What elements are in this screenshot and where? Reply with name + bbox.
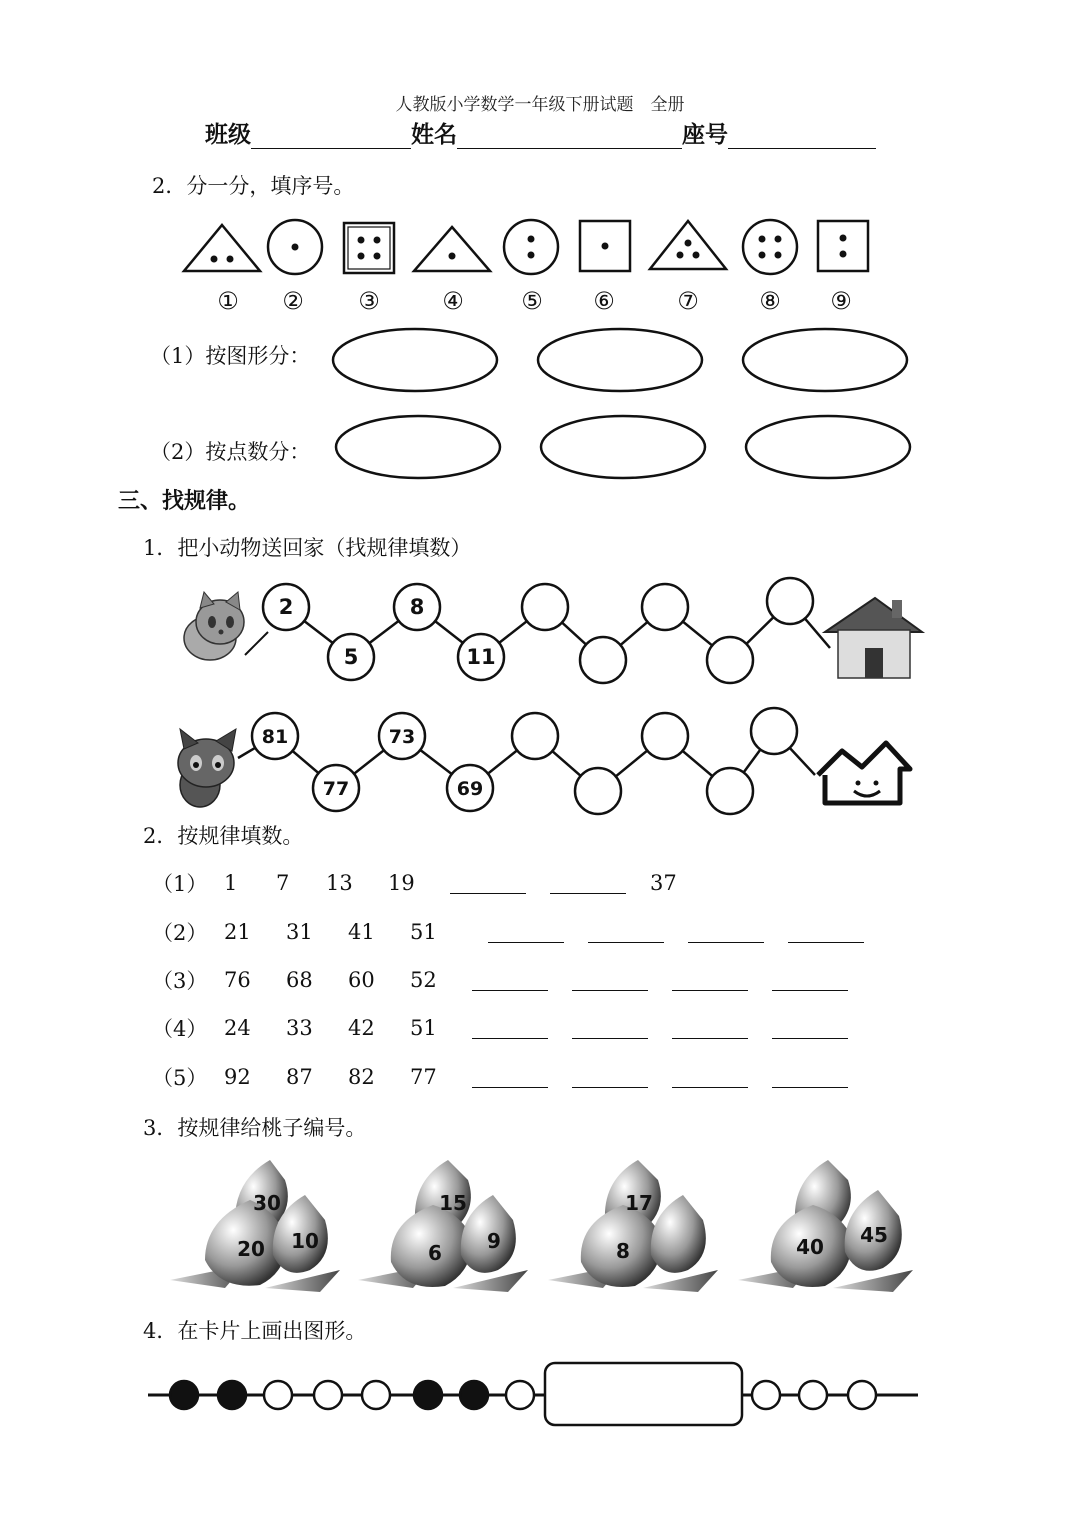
answer-blank[interactable] — [572, 970, 648, 991]
shape-6-square — [580, 221, 630, 271]
shape-num-3: ③ — [358, 287, 380, 315]
shape-5-circle — [504, 220, 558, 274]
by-dots-label: （2）按点数分： — [150, 440, 311, 464]
answer-blank[interactable] — [472, 1018, 548, 1039]
bead-empty — [848, 1381, 876, 1409]
peach-group-1 — [170, 1160, 340, 1292]
peach-label: 17 — [625, 1191, 653, 1215]
fill-row-4 — [152, 1013, 872, 1043]
row-number: 52 — [410, 968, 437, 992]
row-label: （3） — [152, 969, 208, 993]
row-number: 82 — [348, 1065, 375, 1089]
answer-blank[interactable] — [672, 1067, 748, 1088]
shape-1-triangle — [184, 225, 260, 271]
zigzag-row-1 — [170, 570, 930, 695]
answer-blank[interactable] — [588, 922, 664, 943]
peach-label: 45 — [860, 1223, 888, 1247]
drawing-card[interactable] — [545, 1363, 742, 1425]
shape-num-9: ⑨ — [830, 287, 852, 315]
answer-blank[interactable] — [772, 1018, 848, 1039]
answer-blank[interactable] — [572, 1067, 648, 1088]
page-header: 人教版小学数学一年级下册试题 全册 — [395, 95, 685, 115]
zigzag-1-num-1: 2 — [278, 595, 294, 619]
row-end-number: 37 — [650, 871, 677, 895]
q2-title: 2．分一分，填序号。 — [152, 174, 355, 198]
class-label: 班级 — [205, 122, 251, 148]
bead-filled — [170, 1381, 198, 1409]
blank-circle[interactable] — [580, 637, 626, 683]
q3-3-title: 3．按规律给桃子编号。 — [143, 1116, 367, 1140]
shape-num-7: ⑦ — [677, 287, 699, 315]
shape-9-square — [818, 221, 868, 271]
zigzag-2-num-1: 81 — [261, 726, 289, 748]
answer-blank[interactable] — [772, 1067, 848, 1088]
answer-blank[interactable] — [572, 1018, 648, 1039]
row-number: 68 — [286, 968, 313, 992]
blank-circle[interactable] — [767, 578, 813, 624]
class-field[interactable] — [251, 120, 411, 149]
blank-circle[interactable] — [642, 713, 688, 759]
row-number: 24 — [224, 1016, 251, 1040]
shape-num-2: ② — [282, 287, 304, 315]
peach-label: 20 — [237, 1237, 265, 1261]
seat-field[interactable] — [728, 120, 876, 149]
answer-oval-shape-3[interactable] — [743, 329, 907, 391]
blank-circle[interactable] — [575, 768, 621, 814]
answer-blank[interactable] — [472, 1067, 548, 1088]
answer-blank[interactable] — [788, 922, 864, 943]
row-number: 13 — [326, 871, 353, 895]
row-number: 19 — [388, 871, 415, 895]
blank-circle[interactable] — [512, 713, 558, 759]
peaches-row — [165, 1150, 925, 1300]
answer-oval-shape-2[interactable] — [538, 329, 702, 391]
shape-num-5: ⑤ — [521, 287, 543, 315]
bead-empty — [264, 1381, 292, 1409]
row-label: （5） — [152, 1066, 208, 1090]
blank-circle[interactable] — [707, 637, 753, 683]
zigzag-1-num-2: 5 — [343, 645, 359, 669]
bead-empty — [314, 1381, 342, 1409]
q3-2-title: 2．按规律填数。 — [143, 824, 304, 848]
bead-empty — [506, 1381, 534, 1409]
shape-num-1: ① — [217, 287, 239, 315]
peach-label: 10 — [291, 1229, 319, 1253]
row-number: 76 — [224, 968, 251, 992]
shape-num-4: ④ — [442, 287, 464, 315]
answer-blank[interactable] — [550, 873, 626, 894]
row-number: 41 — [348, 920, 375, 944]
peach-group-2 — [358, 1160, 528, 1292]
answer-oval-shape-1[interactable] — [333, 329, 497, 391]
peach-label: 15 — [439, 1191, 467, 1215]
cat-icon — [184, 592, 244, 660]
cat-icon — [178, 729, 236, 807]
shapes-row — [0, 205, 1080, 320]
bead-empty — [752, 1381, 780, 1409]
row-number: 42 — [348, 1016, 375, 1040]
shape-3-square — [344, 223, 394, 273]
row-number: 1 — [224, 871, 238, 895]
row-number: 51 — [410, 1016, 437, 1040]
zigzag-1-num-3: 8 — [409, 595, 425, 619]
zigzag-2-num-3: 73 — [388, 726, 416, 748]
answer-blank[interactable] — [672, 970, 748, 991]
answer-blank[interactable] — [488, 922, 564, 943]
bead-string — [140, 1355, 930, 1435]
peach-label: 6 — [428, 1241, 442, 1265]
blank-circle[interactable] — [642, 584, 688, 630]
answer-oval-dots-2[interactable] — [541, 416, 705, 478]
q3-4-title: 4．在卡片上画出图形。 — [143, 1319, 367, 1343]
seat-label: 座号 — [682, 122, 728, 148]
student-info — [205, 116, 876, 149]
row-number: 87 — [286, 1065, 313, 1089]
answer-blank[interactable] — [772, 970, 848, 991]
shape-2-circle — [268, 220, 322, 274]
row-label: （2） — [152, 921, 208, 945]
peach-label: 30 — [253, 1191, 281, 1215]
row-number: 31 — [286, 920, 313, 944]
bead-empty — [799, 1381, 827, 1409]
peach-group-3 — [548, 1160, 718, 1292]
zigzag-row-2 — [170, 703, 930, 828]
shape-num-8: ⑧ — [759, 287, 781, 315]
blank-circle[interactable] — [707, 768, 753, 814]
zigzag-1-num-4: 11 — [466, 645, 496, 669]
by-shape-ovals — [320, 322, 920, 397]
answer-blank[interactable] — [672, 1018, 748, 1039]
row-label: （4） — [152, 1017, 208, 1041]
peach-label: 8 — [616, 1239, 630, 1263]
shape-4-triangle — [414, 227, 490, 271]
peach-group-4 — [738, 1160, 913, 1292]
blank-circle[interactable] — [751, 708, 797, 754]
answer-oval-dots-3[interactable] — [746, 416, 910, 478]
q3-1-title: 1．把小动物送回家（找规律填数） — [143, 536, 472, 560]
row-number: 60 — [348, 968, 375, 992]
name-label: 姓名 — [411, 122, 457, 148]
shape-8-circle — [743, 220, 797, 274]
fill-row-2 — [152, 917, 888, 947]
peach-label: 40 — [796, 1235, 824, 1259]
row-number: 33 — [286, 1016, 313, 1040]
by-dots-ovals — [320, 410, 920, 485]
bead-empty — [362, 1381, 390, 1409]
name-field[interactable] — [457, 120, 682, 149]
shape-7-triangle — [650, 221, 726, 269]
fill-row-3 — [152, 965, 872, 995]
answer-oval-dots-1[interactable] — [336, 416, 500, 478]
fill-row-5 — [152, 1062, 872, 1092]
row-number: 77 — [410, 1065, 437, 1089]
bead-filled — [414, 1381, 442, 1409]
smiley-house-icon — [818, 743, 910, 803]
row-number: 7 — [276, 871, 290, 895]
fill-row-1 — [152, 868, 677, 898]
bead-filled — [218, 1381, 246, 1409]
row-number: 51 — [410, 920, 437, 944]
zigzag-2-num-2: 77 — [322, 778, 350, 800]
bead-filled — [460, 1381, 488, 1409]
row-number: 21 — [224, 920, 251, 944]
by-shape-label: （1）按图形分： — [150, 344, 311, 368]
shape-num-6: ⑥ — [593, 287, 615, 315]
row-label: （1） — [152, 872, 208, 896]
answer-blank[interactable] — [472, 970, 548, 991]
peach-label: 9 — [487, 1229, 501, 1253]
zigzag-2-num-4: 69 — [456, 778, 484, 800]
blank-circle[interactable] — [522, 584, 568, 630]
house-icon — [825, 598, 922, 678]
answer-blank[interactable] — [688, 922, 764, 943]
row-number: 92 — [224, 1065, 251, 1089]
section-3-title: 三、找规律。 — [118, 489, 251, 514]
answer-blank[interactable] — [450, 873, 526, 894]
